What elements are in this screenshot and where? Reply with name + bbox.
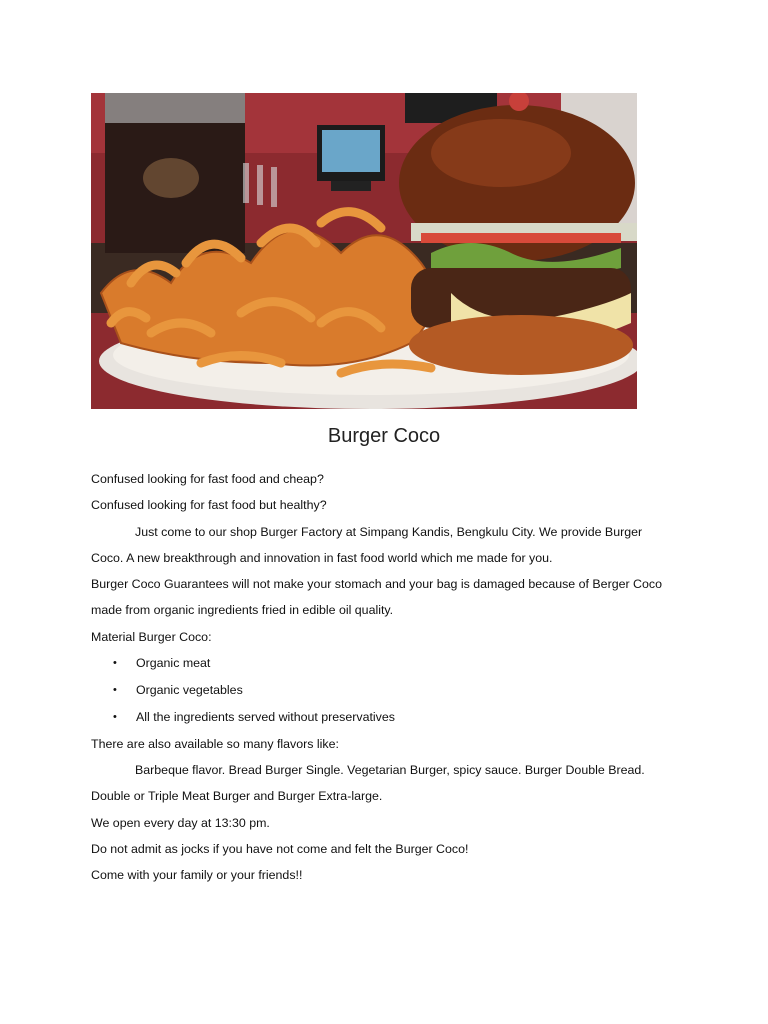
closing-line: Do not admit as jocks if you have not come and felt the Burger Coco!	[91, 841, 469, 856]
paragraph-line: made from organic ingredients fried in edible oil quality.	[91, 603, 394, 618]
paragraph-line: Confused looking for fast food but healthy?	[91, 498, 327, 513]
materials-list	[91, 650, 681, 731]
document-body	[91, 466, 681, 889]
list-item	[91, 704, 681, 731]
list-item-label: Organic meat	[136, 656, 211, 671]
list-item	[91, 677, 681, 704]
flavors-line: Barbeque flavor. Bread Burger Single. Vegetarian Burger, spicy sauce. Burger Double Bread.	[135, 763, 645, 778]
list-item-label: Organic vegetables	[136, 682, 243, 697]
flavors-line: Double or Triple Meat Burger and Burger Extra-large.	[91, 789, 383, 804]
paragraph-line: Burger Coco Guarantees will not make your stomach and your bag is damaged because of Berger Coco	[91, 577, 662, 592]
list-item-label: All the ingredients served without preservatives	[136, 709, 395, 724]
paragraph-line: Coco. A new breakthrough and innovation in fast food world which me made for you.	[91, 550, 553, 565]
flavors-intro: There are also available so many flavors like:	[91, 736, 339, 751]
materials-heading: Material Burger Coco:	[91, 629, 212, 644]
opening-hours: We open every day at 13:30 pm.	[91, 815, 270, 830]
bullet-icon: •	[113, 657, 117, 670]
bullet-icon: •	[113, 710, 117, 723]
burger-fries-photo	[91, 93, 637, 409]
paragraph-line: Just come to our shop Burger Factory at Simpang Kandis, Bengkulu City. We provide Burger	[135, 524, 643, 539]
bullet-icon: •	[113, 683, 117, 696]
document-title: Burger Coco	[327, 425, 441, 447]
closing-line: Come with your family or your friends!!	[91, 868, 303, 883]
list-item	[91, 650, 681, 677]
paragraph-line: Confused looking for fast food and cheap?	[91, 472, 324, 486]
